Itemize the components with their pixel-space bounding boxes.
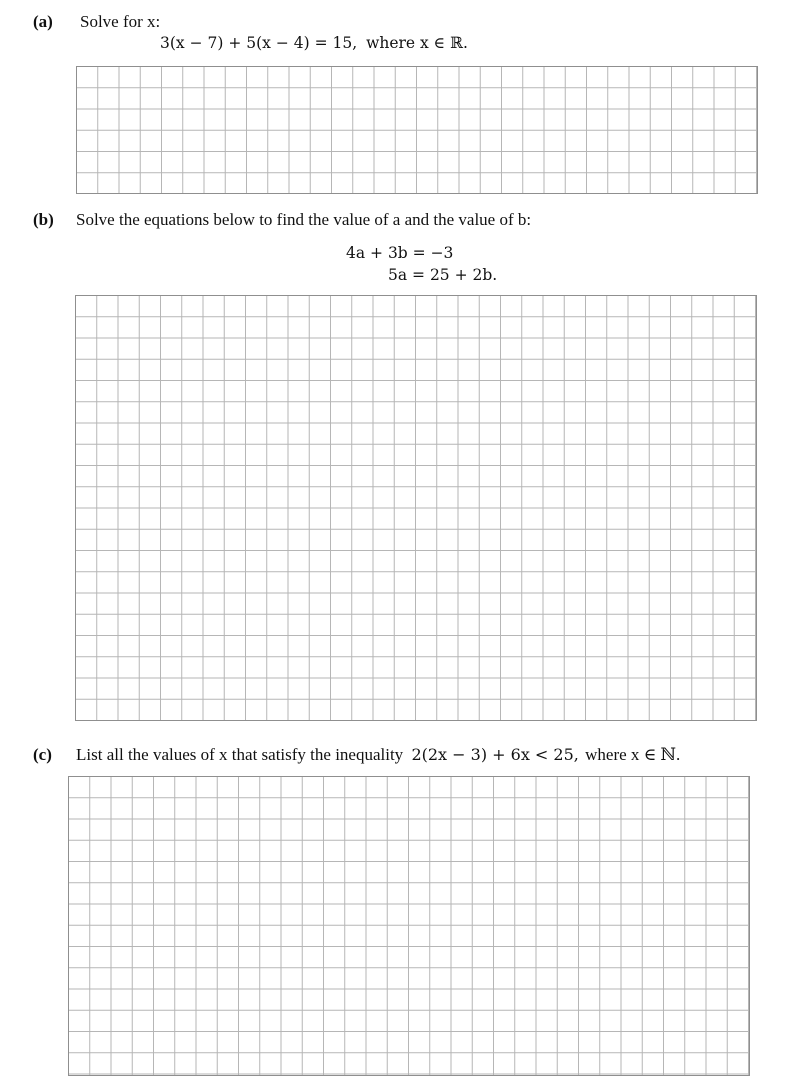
part-b-instruction: Solve the equations below to find the value of a and the value of b: bbox=[76, 210, 532, 229]
part-a-label: (a) bbox=[33, 12, 53, 31]
part-b-equation-1: 4a + 3b = −3 bbox=[346, 244, 454, 262]
part-c-condition: where x ∈ ℕ. bbox=[585, 745, 681, 764]
part-c-instruction bbox=[76, 745, 680, 765]
part-b-equation-2: 5a = 25 + 2b. bbox=[388, 266, 498, 284]
part-a-equation-text: 3(x − 7) + 5(x − 4) = 15, bbox=[160, 34, 358, 52]
part-a-answer-grid[interactable] bbox=[76, 66, 758, 194]
part-b-answer-grid[interactable] bbox=[75, 295, 757, 721]
part-a-condition: where x ∈ ℝ. bbox=[366, 34, 468, 52]
part-c-answer-grid[interactable] bbox=[68, 776, 750, 1076]
part-b-label: (b) bbox=[33, 210, 54, 229]
part-c-inequality: 2(2x − 3) + 6x < 25, bbox=[411, 745, 579, 764]
part-c-label: (c) bbox=[33, 745, 52, 764]
part-c-instruction-text: List all the values of x that satisfy the inequality bbox=[76, 745, 404, 764]
part-a-equation bbox=[160, 34, 468, 52]
part-a-instruction: Solve for x: bbox=[80, 12, 161, 31]
